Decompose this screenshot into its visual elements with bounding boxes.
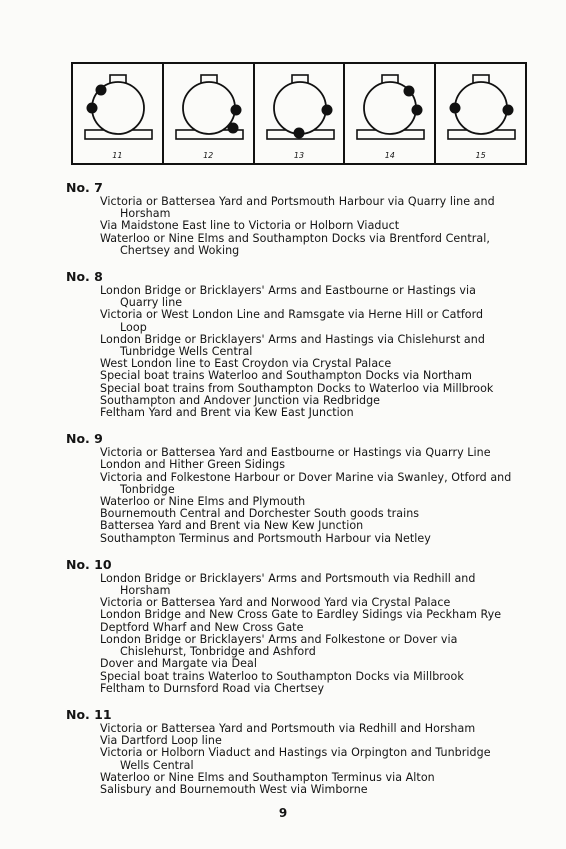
route-entry bbox=[66, 285, 536, 309]
headcode-disc bbox=[412, 105, 423, 116]
route-text: London Bridge and New Cross Gate to Eardley Sidings via Peckham Rye bbox=[100, 608, 502, 622]
route-text: Victoria or Battersea Yard and Portsmouth via Redhill and Horsham bbox=[100, 721, 476, 735]
section-heading: No. 11 bbox=[66, 706, 112, 722]
route-continuation: Loop bbox=[120, 320, 147, 334]
route-entry bbox=[66, 634, 536, 658]
smokebox bbox=[183, 82, 235, 134]
route-text: London Bridge or Bricklayers' Arms and Hastings via Chislehurst and bbox=[100, 332, 485, 346]
smokebox bbox=[274, 82, 326, 134]
locomotive-front-icon bbox=[255, 64, 346, 163]
route-text: Feltham to Durnsford Road via Chertsey bbox=[100, 681, 325, 695]
headcode-section bbox=[66, 557, 536, 695]
headcode-disc bbox=[321, 105, 332, 116]
route-text: Waterloo or Nine Elms and Plymouth bbox=[100, 495, 306, 509]
route-text: Via Dartford Loop line bbox=[100, 734, 222, 748]
route-entry bbox=[66, 747, 536, 771]
section-heading: No. 8 bbox=[66, 269, 103, 285]
headcode-disc bbox=[96, 85, 107, 96]
route-continuation: Quarry line bbox=[120, 296, 183, 310]
route-continuation: Horsham bbox=[120, 207, 171, 221]
route-entry bbox=[66, 196, 536, 220]
route-text: Special boat trains Waterloo to Southampton Docks via Millbrook bbox=[100, 669, 464, 683]
route-entry bbox=[66, 233, 536, 257]
route-entry bbox=[66, 472, 536, 496]
locomotive-front-icon bbox=[164, 64, 255, 163]
headcode-number: 13 bbox=[293, 151, 305, 160]
locomotive-front-icon bbox=[436, 64, 527, 163]
headcode-diagrams bbox=[71, 62, 527, 165]
route-continuation: Tonbridge bbox=[120, 482, 175, 496]
route-text: Dover and Margate via Deal bbox=[100, 657, 258, 671]
headcode-number: 11 bbox=[112, 151, 123, 160]
headcode-number: 14 bbox=[384, 151, 395, 160]
route-continuation: Wells Central bbox=[120, 758, 194, 772]
headcode-cell bbox=[345, 64, 436, 163]
locomotive-front-icon bbox=[73, 64, 164, 163]
route-text: Special boat trains Waterloo and Southampton Docks via Northam bbox=[100, 369, 472, 383]
route-text: Battersea Yard and Brent via New Kew Junction bbox=[100, 519, 364, 533]
headcode-number: 12 bbox=[203, 151, 214, 160]
route-entry bbox=[66, 309, 536, 333]
headcode-disc bbox=[450, 103, 461, 114]
route-entry bbox=[66, 683, 536, 695]
route-entry bbox=[66, 533, 536, 545]
route-list bbox=[66, 180, 536, 808]
route-continuation: Chislehurst, Tonbridge and Ashford bbox=[120, 645, 316, 659]
route-continuation: Tunbridge Wells Central bbox=[120, 345, 253, 359]
headcode-disc bbox=[230, 105, 241, 116]
route-entry bbox=[66, 407, 536, 419]
section-heading: No. 10 bbox=[66, 556, 112, 572]
route-text: Victoria or West London Line and Ramsgate via Herne Hill or Catford bbox=[100, 308, 484, 322]
route-text: Special boat trains from Southampton Docks to Waterloo via Millbrook bbox=[100, 381, 494, 395]
headcode-cell bbox=[73, 64, 164, 163]
route-text: Feltham Yard and Brent via Kew East Junction bbox=[100, 406, 354, 420]
headcode-cell bbox=[255, 64, 346, 163]
headcode-section bbox=[66, 431, 536, 545]
route-text: Waterloo or Nine Elms and Southampton Docks via Brentford Central, bbox=[100, 231, 490, 245]
route-entry bbox=[66, 334, 536, 358]
headcode-number: 15 bbox=[475, 151, 486, 160]
route-continuation: Horsham bbox=[120, 584, 171, 598]
route-text: Southampton and Andover Junction via Redbridge bbox=[100, 393, 381, 407]
section-heading: No. 9 bbox=[66, 431, 103, 447]
route-text: London Bridge or Bricklayers' Arms and Eastbourne or Hastings via bbox=[100, 284, 477, 298]
headcode-section bbox=[66, 269, 536, 419]
route-text: Southampton Terminus and Portsmouth Harbour via Netley bbox=[100, 531, 431, 545]
headcode-disc bbox=[503, 105, 514, 116]
headcode-disc bbox=[404, 86, 415, 97]
route-text: Bournemouth Central and Dorchester South goods trains bbox=[100, 507, 420, 521]
route-text: London Bridge or Bricklayers' Arms and Portsmouth via Redhill and bbox=[100, 571, 476, 585]
route-text: London Bridge or Bricklayers' Arms and Folkestone or Dover via bbox=[100, 632, 458, 646]
section-heading: No. 7 bbox=[66, 180, 103, 195]
route-text: Victoria or Battersea Yard and Eastbourne or Hastings via Quarry Line bbox=[100, 446, 491, 460]
route-text: Victoria or Battersea Yard and Portsmouth Harbour via Quarry line and bbox=[100, 195, 495, 208]
headcode-section bbox=[66, 707, 536, 796]
route-text: Waterloo or Nine Elms and Southampton Terminus via Alton bbox=[100, 770, 435, 784]
headcode-section bbox=[66, 180, 536, 257]
route-text: West London line to East Croydon via Crystal Palace bbox=[100, 357, 392, 371]
route-entry bbox=[66, 784, 536, 796]
page-number: 9 bbox=[278, 806, 288, 820]
route-text: Via Maidstone East line to Victoria or Holborn Viaduct bbox=[100, 219, 400, 233]
route-text: Victoria and Folkestone Harbour or Dover Marine via Swanley, Otford and bbox=[100, 470, 512, 484]
headcode-cell bbox=[164, 64, 255, 163]
locomotive-front-icon bbox=[345, 64, 436, 163]
smokebox bbox=[455, 82, 507, 134]
headcode-cell bbox=[436, 64, 525, 163]
route-text: Victoria or Holborn Viaduct and Hastings via Orpington and Tunbridge bbox=[100, 746, 491, 760]
route-continuation: Chertsey and Woking bbox=[120, 243, 240, 257]
route-text: Deptford Wharf and New Cross Gate bbox=[100, 620, 304, 634]
route-text: Salisbury and Bournemouth West via Wimborne bbox=[100, 782, 368, 796]
headcode-disc bbox=[227, 123, 238, 134]
route-text: Victoria or Battersea Yard and Norwood Yard via Crystal Palace bbox=[100, 596, 451, 610]
route-text: London and Hither Green Sidings bbox=[100, 458, 286, 472]
headcode-disc bbox=[87, 103, 98, 114]
route-entry bbox=[66, 573, 536, 597]
headcode-disc bbox=[293, 128, 304, 139]
